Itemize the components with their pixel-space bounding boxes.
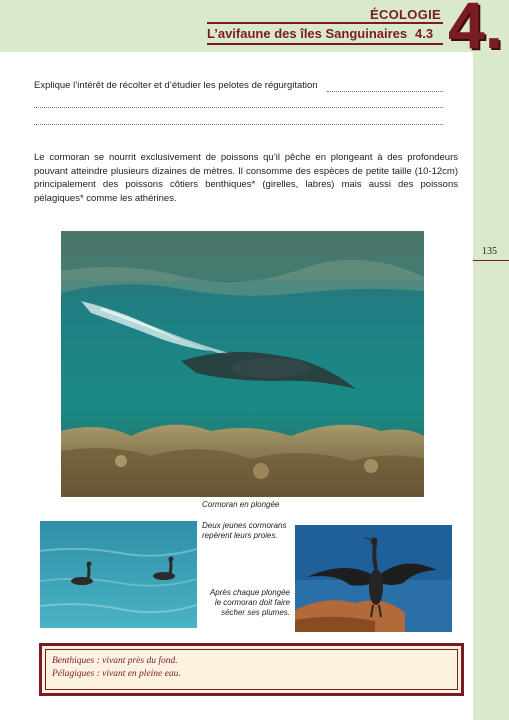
chapter-number: 4.3 — [415, 26, 434, 41]
sea-surface-image — [40, 521, 197, 628]
answer-line-1[interactable] — [327, 91, 443, 92]
section-label: ÉCOLOGIE — [369, 7, 441, 22]
juveniles-caption-line-2: repèrent leurs proies. — [202, 531, 278, 540]
definitions-box — [39, 643, 464, 696]
underwater-image — [61, 231, 424, 497]
drying-cormorant-photo — [295, 525, 452, 632]
main-photo-caption: Cormoran en plongée — [202, 500, 280, 509]
drying-caption-line-1: Après chaque plongée — [209, 588, 290, 597]
definition-pelagiques: Pélagiques : vivant en pleine eau. — [52, 669, 181, 679]
definition-benthiques: Benthiques : vivant près du fond. — [52, 656, 178, 666]
header-rule-top — [207, 22, 443, 24]
body-paragraph: Le cormoran se nourrit exclusivement de poissons qu’il pêche en plongeant à des profondeurs pouvant atteindre plusieurs dizaines de mètres. Il consomme des espèces de petite taille (10-12cm) principalement des poissons côtiers benthiques* (girelles, labres) mais aussi des poissons pélagiques* comme les athérines. — [34, 152, 458, 204]
answer-line-3[interactable] — [34, 124, 443, 125]
juveniles-caption-line-1: Deux jeunes cormorans — [202, 521, 287, 530]
juveniles-caption — [202, 521, 286, 541]
juvenile-cormorants-photo — [40, 521, 197, 628]
page-number-rule — [473, 260, 509, 261]
cormorant-diving-photo — [61, 231, 424, 497]
chapter-big-number: 4. — [448, 0, 504, 62]
chapter-title: L’avifaune des îles Sanguinaires — [207, 26, 408, 41]
cormorant-wings-image — [295, 525, 452, 632]
drying-caption-line-3: sécher ses plumes. — [221, 608, 290, 617]
answer-line-2[interactable] — [34, 107, 443, 108]
page-number: 135 — [482, 246, 497, 257]
header-rule-bottom — [207, 43, 443, 45]
question-text: Explique l’intérêt de récolter et d’étudier les pelotes de régurgitation — [34, 80, 318, 91]
drying-caption-line-2: le cormoran doit faire — [214, 598, 290, 607]
drying-caption — [205, 588, 290, 618]
